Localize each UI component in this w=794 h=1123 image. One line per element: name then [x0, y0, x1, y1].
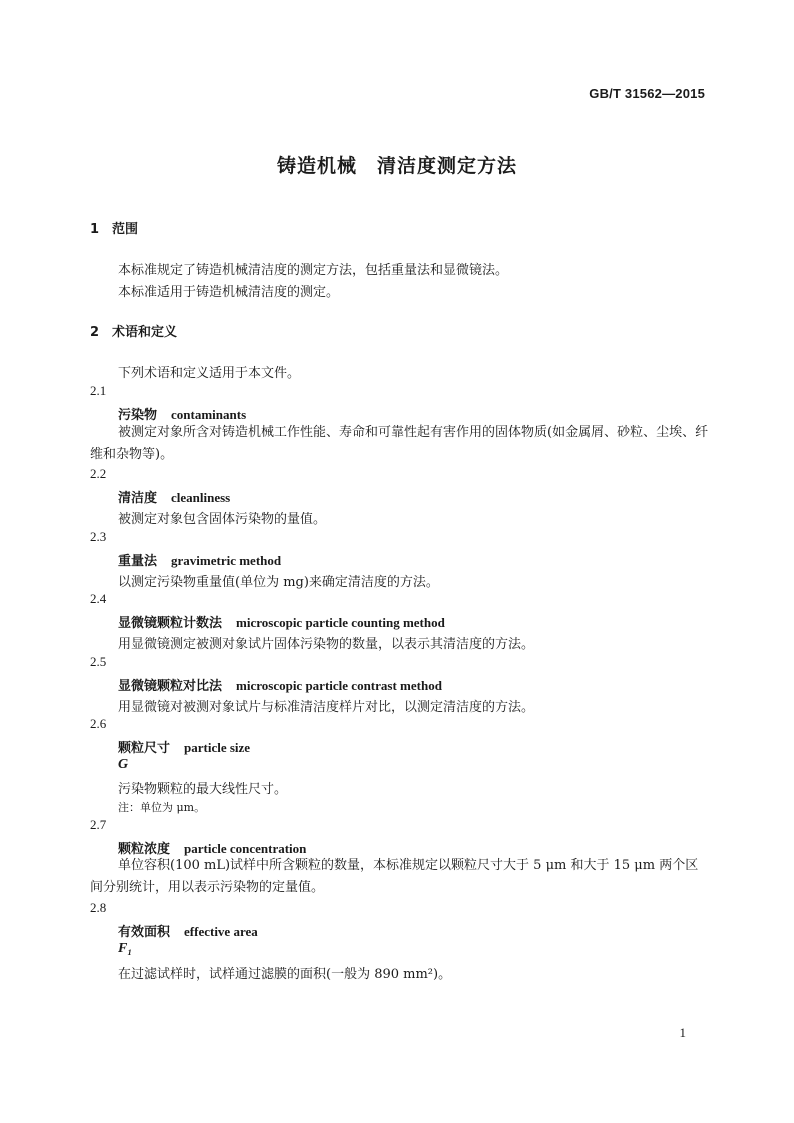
term-chinese: 显微镜颗粒对比法 [118, 679, 223, 694]
paragraph: 本标准适用于铸造机械清洁度的测定。 [118, 285, 340, 300]
term-entry [118, 487, 230, 506]
term-note: 注：单位为 μm。 [118, 801, 206, 814]
document-title: 铸造机械 清洁度测定方法 [276, 155, 517, 177]
section-2-heading [90, 321, 177, 340]
clause-number: 2.2 [90, 466, 107, 481]
term-chinese: 清洁度 [118, 491, 158, 506]
section-number: 2 [90, 325, 100, 340]
term-english: effective area [184, 924, 258, 939]
term-entry [118, 737, 250, 756]
clause-number: 2.7 [90, 817, 107, 832]
term-entry [118, 921, 258, 940]
term-entry [118, 404, 246, 423]
clause-number: 2.6 [90, 716, 107, 731]
term-definition: 单位容积(100 mL)试样中所含颗粒的数量，本标准规定以颗粒尺寸大于 5 μm 和大于 15 μm 两个区间分别统计，用以表示污染物的定量值。 [90, 858, 699, 895]
term-entry [118, 550, 281, 569]
term-english: particle size [184, 740, 251, 755]
paragraph: 下列术语和定义适用于本文件。 [118, 366, 301, 381]
term-definition: 被测定对象包含固体污染物的量值。 [118, 512, 327, 527]
section-title: 术语和定义 [112, 325, 178, 340]
term-english: gravimetric method [171, 553, 282, 568]
term-entry [118, 675, 442, 694]
term-definition: 用显微镜测定被测对象试片固体污染物的数量，以表示其清洁度的方法。 [118, 637, 535, 652]
term-chinese: 显微镜颗粒计数法 [118, 616, 223, 631]
standard-number: GB/T 31562—2015 [589, 86, 705, 101]
term-definition: 以测定污染物重量值(单位为 mg)来确定清洁度的方法。 [118, 575, 439, 590]
term-english: cleanliness [171, 490, 231, 505]
term-english: microscopic particle counting method [236, 615, 445, 630]
term-english: particle concentration [184, 841, 307, 856]
clause-number: 2.3 [90, 529, 107, 544]
term-chinese: 颗粒浓度 [118, 842, 171, 857]
section-title: 范围 [112, 222, 139, 237]
paragraph: 本标准规定了铸造机械清洁度的测定方法，包括重量法和显微镜法。 [118, 263, 509, 278]
term-definition: 污染物颗粒的最大线性尺寸。 [118, 782, 288, 797]
term-definition: 用显微镜对被测对象试片与标准清洁度样片对比，以测定清洁度的方法。 [118, 700, 535, 715]
term-symbol: F₁ [118, 941, 133, 956]
page-number: 1 [679, 1025, 686, 1040]
clause-number: 2.5 [90, 654, 107, 669]
section-1-heading [90, 218, 138, 237]
term-english: microscopic particle contrast method [236, 678, 442, 693]
term-english: contaminants [171, 407, 247, 422]
term-chinese: 颗粒尺寸 [118, 741, 171, 756]
term-chinese: 有效面积 [118, 925, 171, 940]
term-chinese: 污染物 [118, 408, 158, 423]
clause-number: 2.1 [90, 383, 107, 398]
term-symbol: G [118, 757, 129, 772]
term-chinese: 重量法 [118, 554, 158, 569]
term-definition: 在过滤试样时，试样通过滤膜的面积(一般为 890 mm²)。 [118, 967, 452, 982]
clause-number: 2.4 [90, 591, 107, 606]
section-number: 1 [90, 222, 100, 237]
clause-number: 2.8 [90, 900, 107, 915]
term-entry [118, 612, 445, 631]
term-definition: 被测定对象所含对铸造机械工作性能、寿命和可靠性起有害作用的固体物质(如金属屑、砂粒、尘埃、纤维和杂物等)。 [90, 425, 709, 462]
